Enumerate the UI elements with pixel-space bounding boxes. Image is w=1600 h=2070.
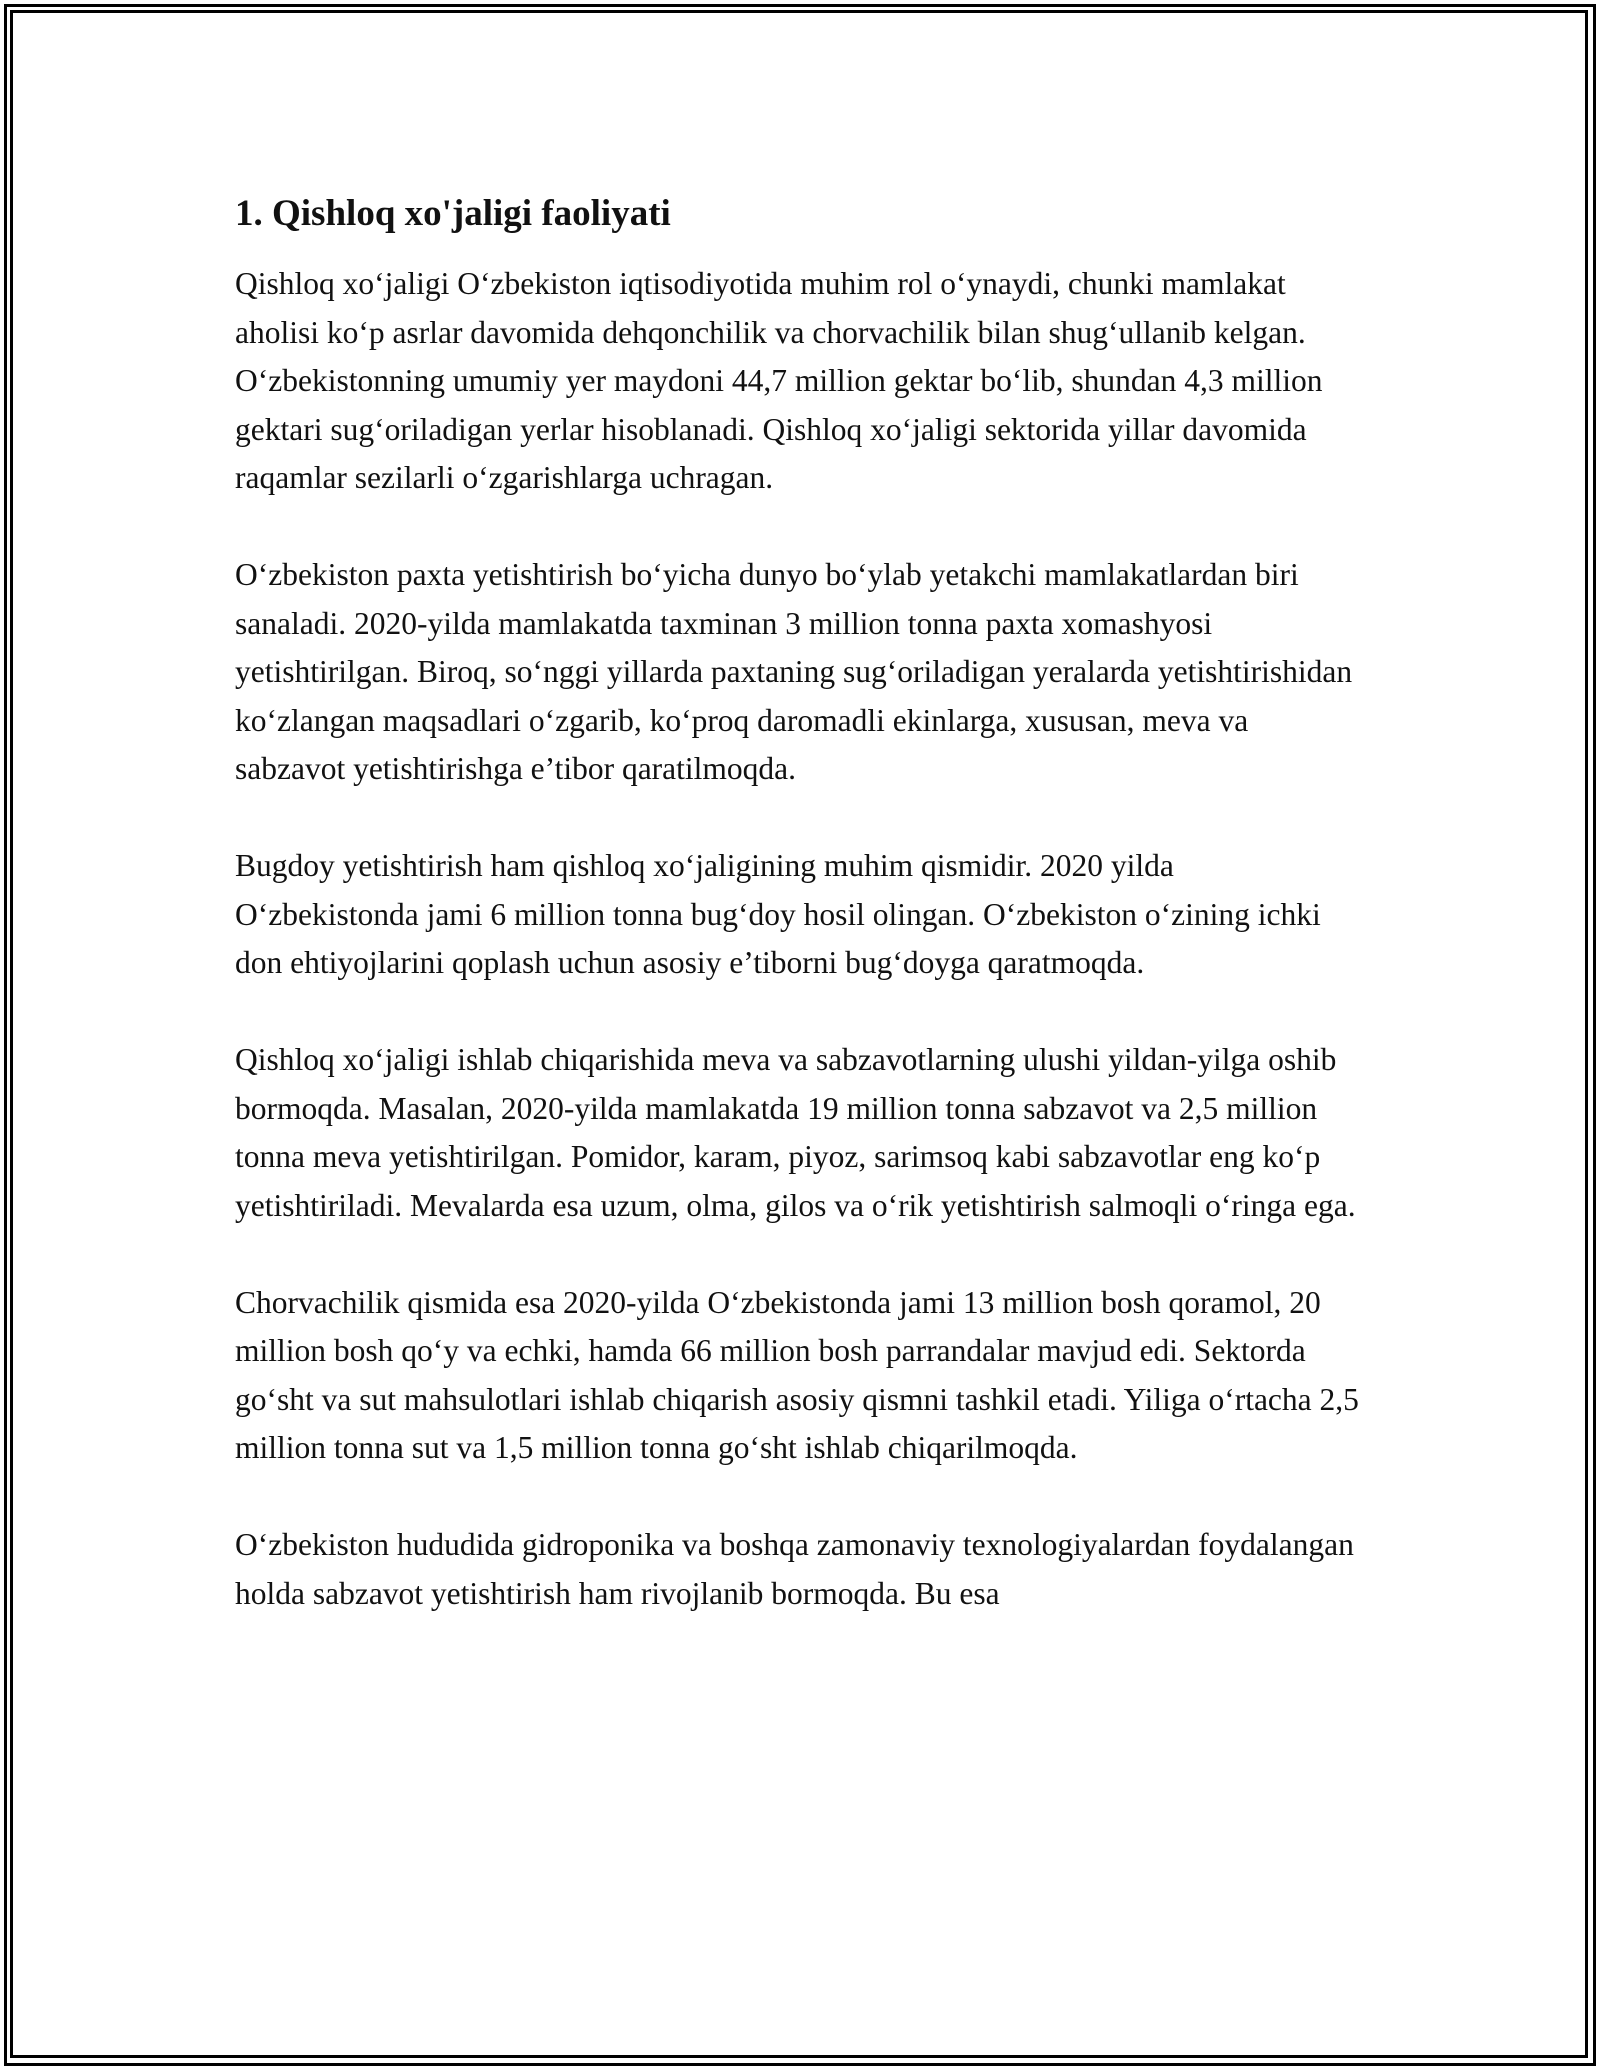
paragraph-livestock: Chorvachilik qismida esa 2020-yilda O‘zbekistonda jami 13 million bosh qoramol, 20 million bosh qo‘y va echki, hamda 66 million bosh parrandalar mavjud edi. Sektorda go‘sht va sut mahsulotlari ishlab chiqarish asosiy qismni tashkil etadi. Yiliga o‘rtacha 2,5 million tonna sut va 1,5 million tonna go‘sht ishlab chiqarilmoqda. bbox=[235, 1284, 1359, 1465]
section-heading: 1. Qishloq xo'jaligi faoliyati bbox=[235, 193, 671, 234]
paragraph-fruits-vegetables: Qishloq xo‘jaligi ishlab chiqarishida meva va sabzavotlarning ulushi yildan-yilga oshib bormoqda. Masalan, 2020-yilda mamlakatda 19 million tonna sabzavot va 2,5 million tonna meva yetishtirilgan. Pomidor, karam, piyoz, sarimsoq kabi sabzavotlar eng ko‘p yetishtiriladi. Mevalarda esa uzum, olma, gilos va o‘rik yetishtirish salmoqli o‘ringa ega. bbox=[235, 1042, 1356, 1223]
paragraph-cotton: O‘zbekiston paxta yetishtirish bo‘yicha dunyo bo‘ylab yetakchi mamlakatlardan biri sanaladi. 2020-yilda mamlakatda taxminan 3 million tonna paxta xomashyosi yetishtirilgan. Biroq, so‘nggi yillarda paxtaning sug‘oriladigan yeralarda yetishtirishidan ko‘zlangan maqsadlari o‘zgarib, ko‘proq daromadli ekinlarga, xususan, meva va sabzavot yetishtirishga e’tibor qaratilmoqda. bbox=[235, 557, 1353, 786]
document-body bbox=[235, 188, 1365, 1667]
paragraph-intro: Qishloq xo‘jaligi O‘zbekiston iqtisodiyotida muhim rol o‘ynaydi, chunki mamlakat aholisi ko‘p asrlar davomida dehqonchilik va chorvachilik bilan shug‘ullanib kelgan. O‘zbekistonning umumiy yer maydoni 44,7 million gektar bo‘lib, shundan 4,3 million gektari sug‘oriladigan yerlar hisoblanadi. Qishloq xo‘jaligi sektorida yillar davomida raqamlar sezilarli o‘zgarishlarga uchragan. bbox=[235, 266, 1323, 495]
paragraph-hydroponics: O‘zbekiston hududida gidroponika va boshqa zamonaviy texnologiyalardan foydalangan holda sabzavot yetishtirish ham rivojlanib bormoqda. Bu esa bbox=[235, 1527, 1354, 1611]
paragraph-wheat: Bugdoy yetishtirish ham qishloq xo‘jaligining muhim qismidir. 2020 yilda O‘zbekistonda jami 6 million tonna bug‘doy hosil olingan. O‘zbekiston o‘zining ichki don ehtiyojlarini qoplash uchun asosiy e’tiborni bug‘doyga qaratmoqda. bbox=[235, 848, 1321, 980]
